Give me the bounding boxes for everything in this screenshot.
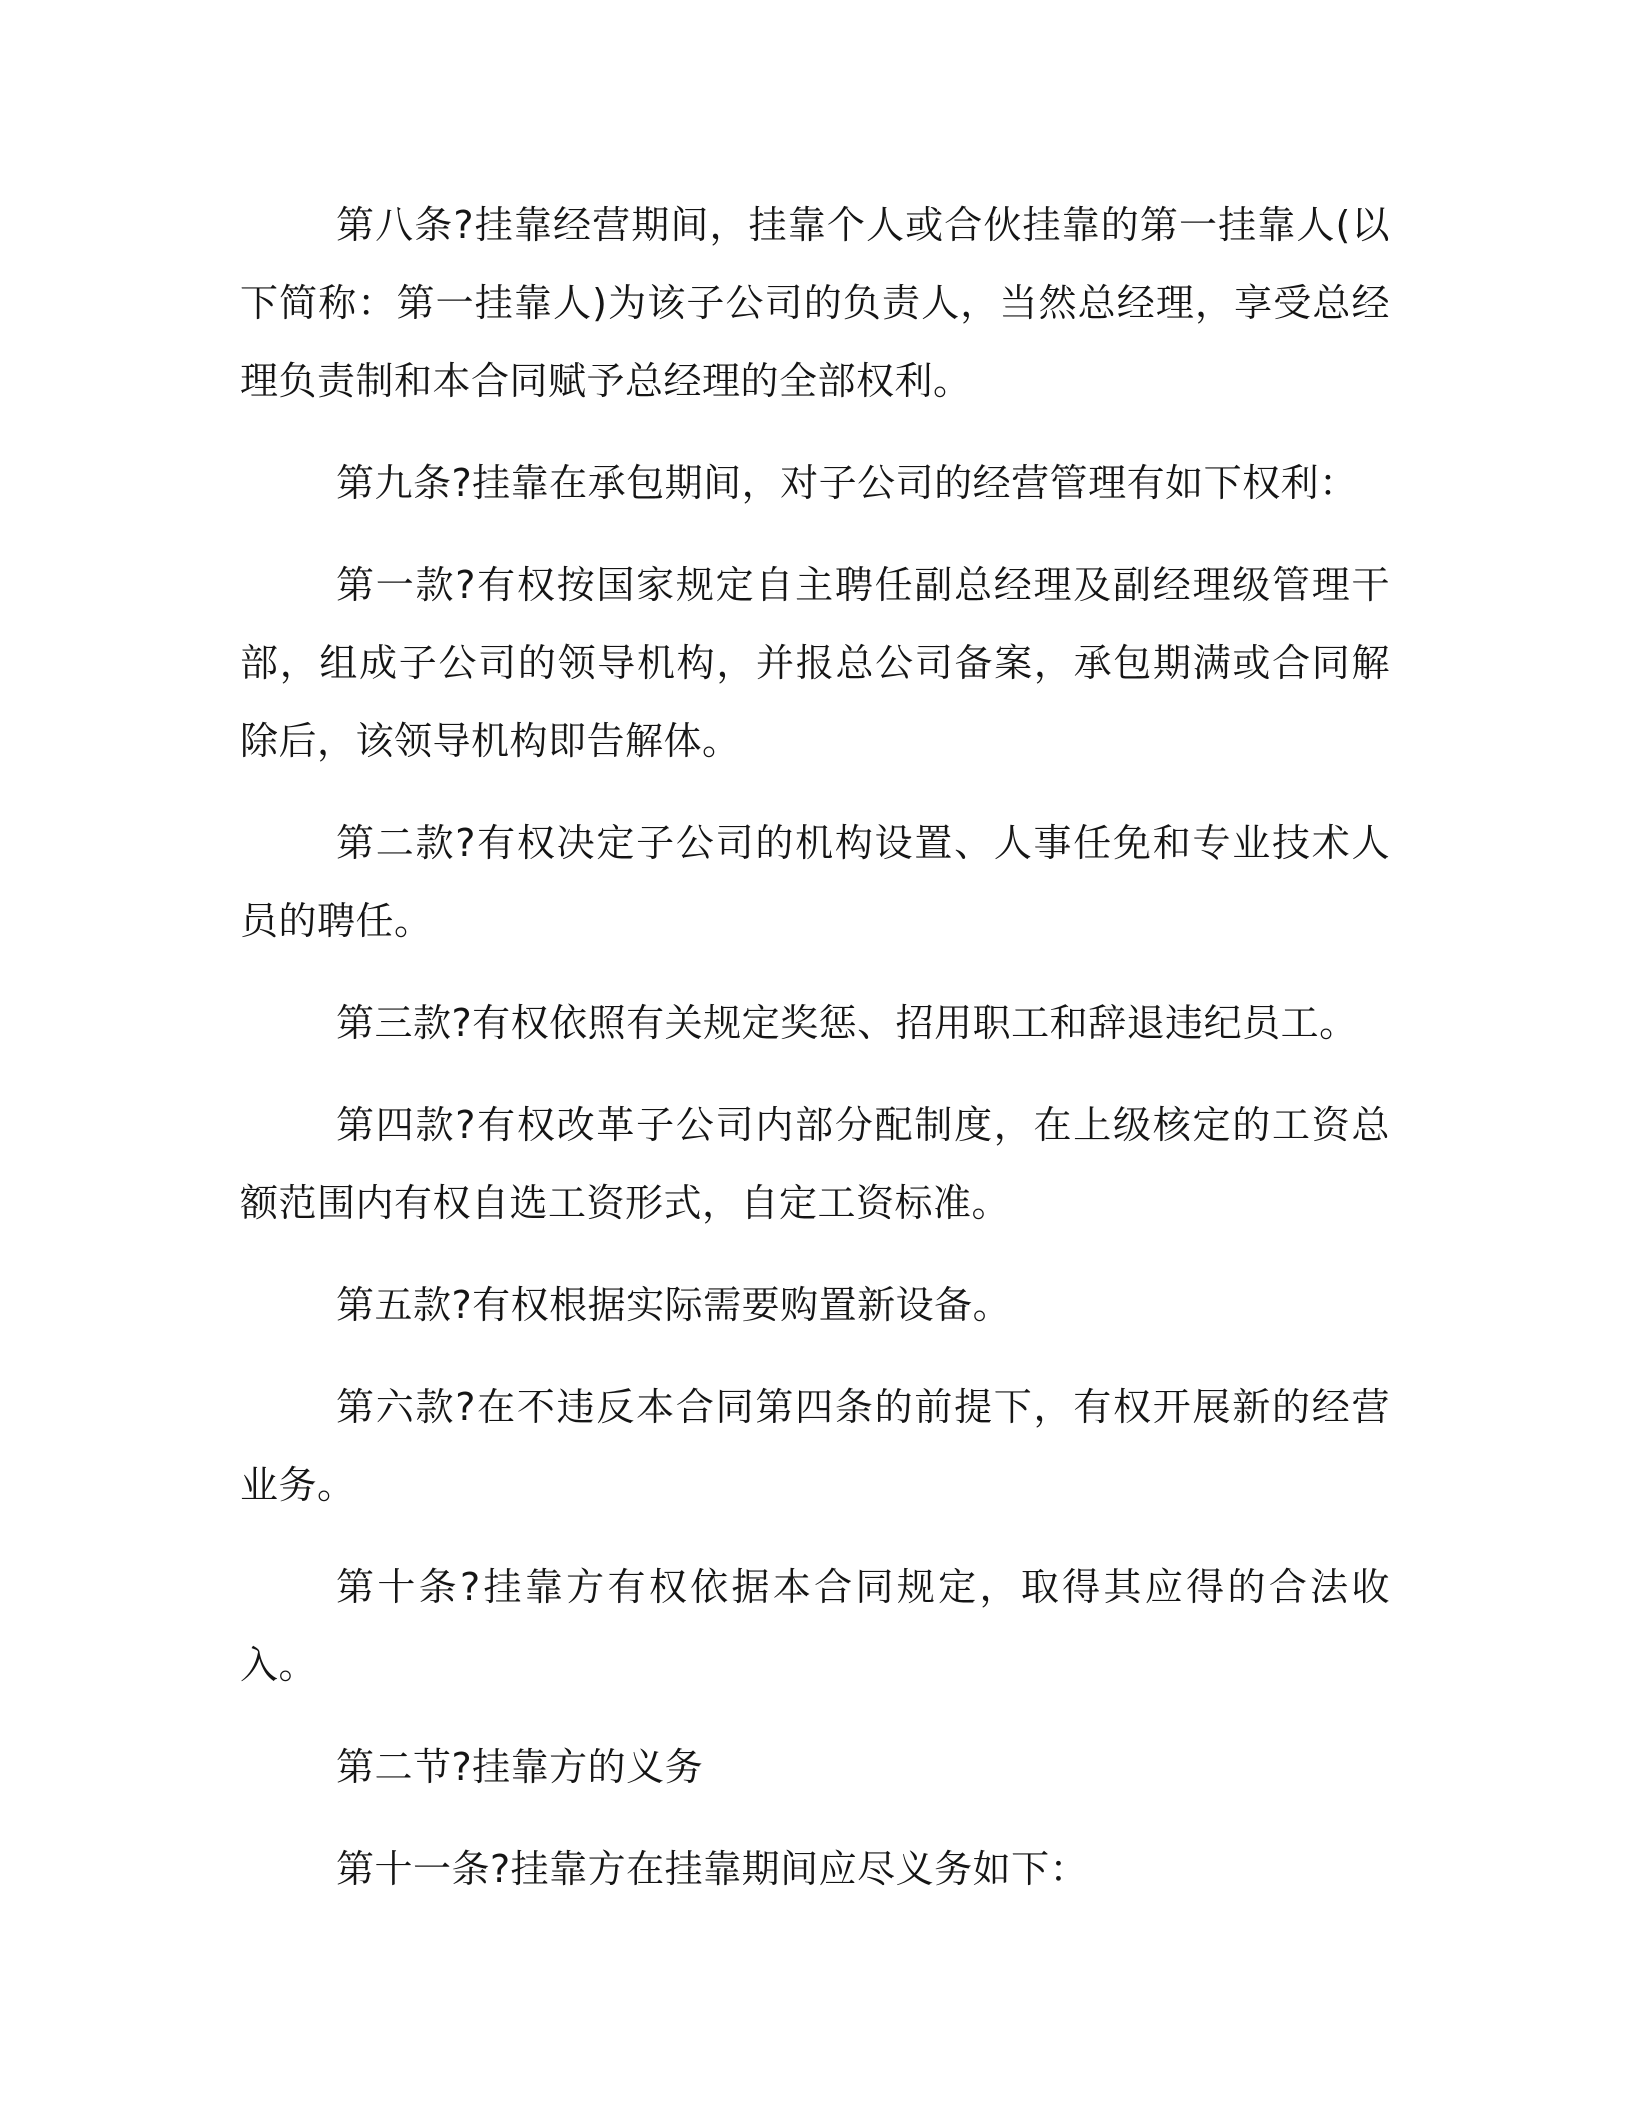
paragraph-clause-5: 第五款?有权根据实际需要购置新设备。 [336,1283,1012,1327]
paragraph-clause-2: 第二款?有权决定子公司的机构设置、人事任免和专业技术人员的聘任。 [240,821,1390,943]
paragraph-article-10: 第十条?挂靠方有权依据本合同规定，取得其应得的合法收入。 [240,1565,1390,1687]
paragraph-clause-4: 第四款?有权改革子公司内部分配制度，在上级核定的工资总额范围内有权自选工资形式，自定工资标准。 [240,1103,1390,1225]
paragraph-article-8: 第八条?挂靠经营期间，挂靠个人或合伙挂靠的第一挂靠人(以下简称：第一挂靠人)为该子公司的负责人，当然总经理，享受总经理负责制和本合同赋予总经理的全部权利。 [240,203,1390,403]
paragraph-article-9: 第九条?挂靠在承包期间，对子公司的经营管理有如下权利： [336,461,1358,505]
paragraph-clause-1: 第一款?有权按国家规定自主聘任副总经理及副经理级管理干部，组成子公司的领导机构，并报总公司备案，承包期满或合同解除后，该领导机构即告解体。 [240,563,1390,763]
section-heading-obligations: 第二节?挂靠方的义务 [336,1745,704,1789]
paragraph-article-11: 第十一条?挂靠方在挂靠期间应尽义务如下： [336,1847,1089,1891]
document-body [240,186,1390,1932]
paragraph-clause-3: 第三款?有权依照有关规定奖惩、招用职工和辞退违纪员工。 [336,1001,1358,1045]
paragraph-clause-6: 第六款?在不违反本合同第四条的前提下，有权开展新的经营业务。 [240,1385,1390,1507]
